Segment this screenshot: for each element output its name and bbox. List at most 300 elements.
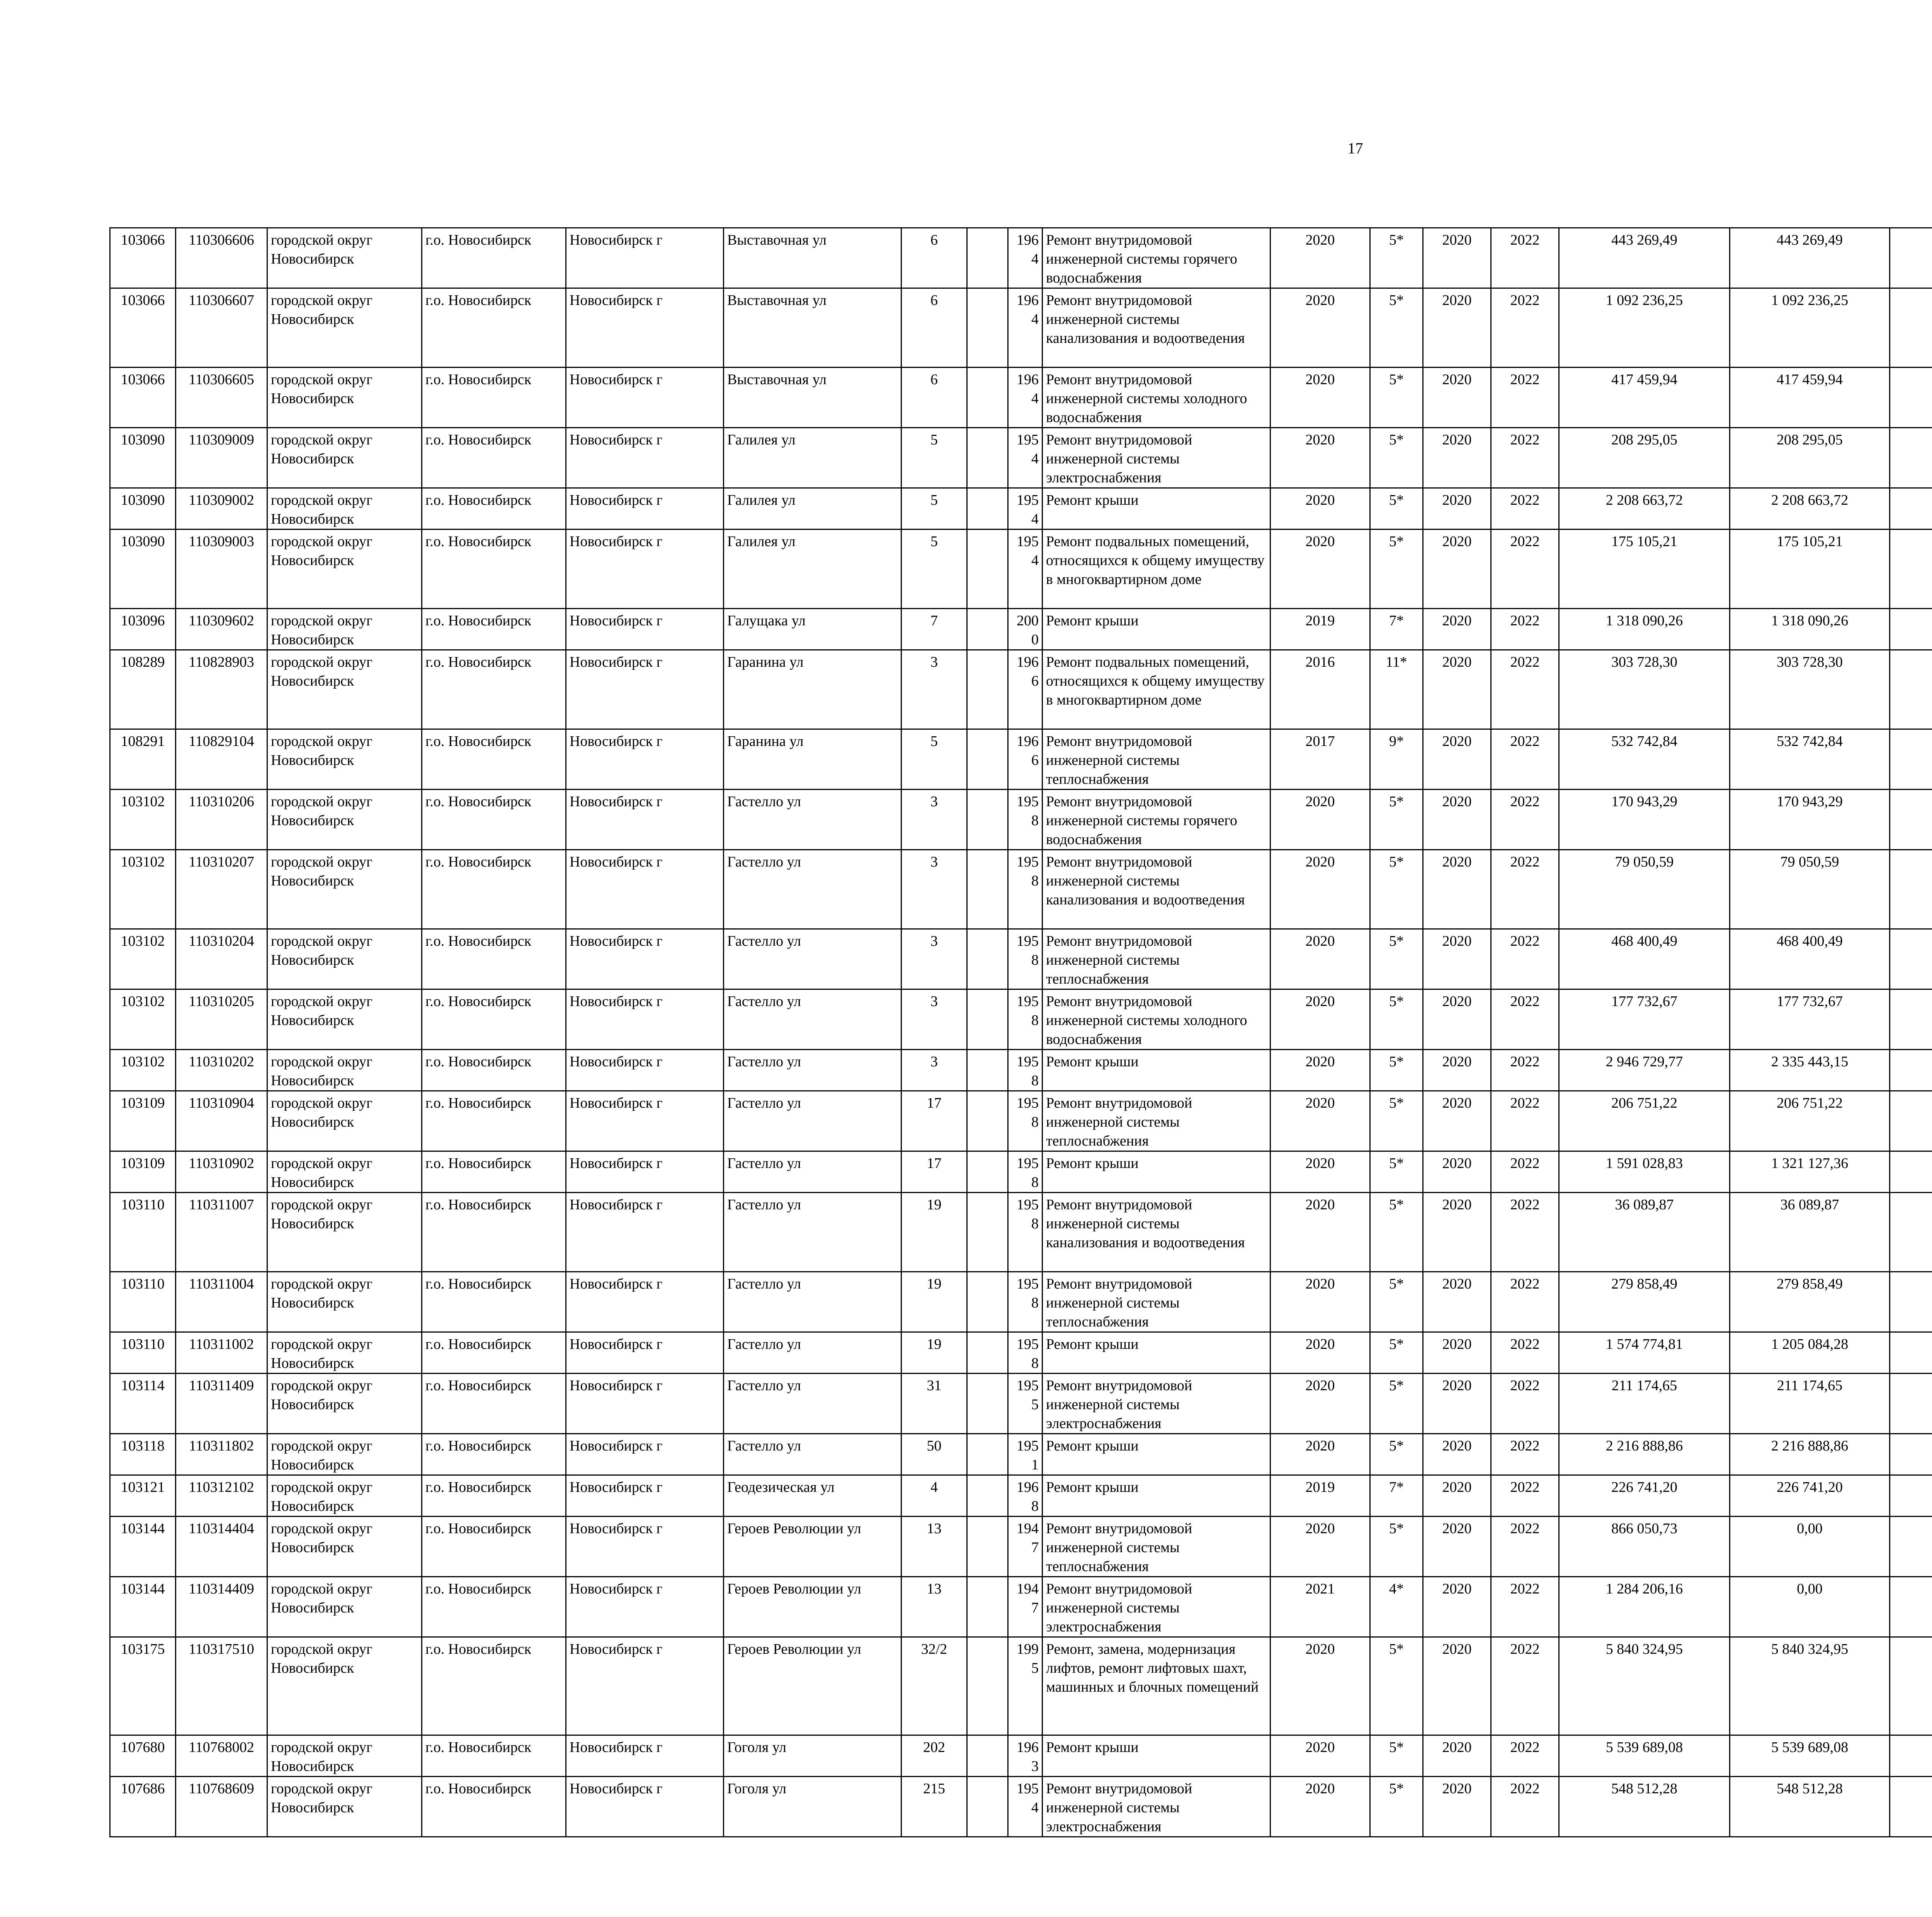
cell-period: 5* <box>1370 1374 1423 1434</box>
cell-work-type: Ремонт внутридомовой инженерной системы канализования и водоотведения <box>1043 1193 1270 1272</box>
cell-urban-district: г.о. Новосибирск <box>422 1374 566 1434</box>
cell-source-2 <box>1890 1374 1932 1434</box>
cell-source-2 <box>1890 929 1932 989</box>
cell-work-code: 110828903 <box>176 650 267 729</box>
cell-city: Новосибирск г <box>566 1050 724 1091</box>
cell-total-cost: 5 840 324,95 <box>1559 1637 1730 1735</box>
cell-source-2 <box>1890 1434 1932 1475</box>
cell-work-code: 110311004 <box>176 1272 267 1332</box>
cell-street: Галилея ул <box>724 529 901 609</box>
cell-work-code: 110310207 <box>176 850 267 929</box>
cell-year-3: 2022 <box>1491 650 1559 729</box>
cell-work-type: Ремонт внутридомовой инженерной системы канализования и водоотведения <box>1043 850 1270 929</box>
cell-total-cost: 548 512,28 <box>1559 1777 1730 1837</box>
cell-source-1: 226 741,20 <box>1730 1475 1890 1517</box>
table-row <box>110 1475 1932 1517</box>
cell-year-1: 2020 <box>1270 529 1370 609</box>
cell-house-number: 19 <box>901 1193 967 1272</box>
cell-year-3: 2022 <box>1491 1517 1559 1577</box>
cell-city: Новосибирск г <box>566 650 724 729</box>
cell-work-code: 110310205 <box>176 989 267 1050</box>
cell-source-1: 5 840 324,95 <box>1730 1637 1890 1735</box>
cell-house-number: 13 <box>901 1517 967 1577</box>
cell-house-number: 50 <box>901 1434 967 1475</box>
cell-work-code: 110310202 <box>176 1050 267 1091</box>
cell-period: 5* <box>1370 850 1423 929</box>
cell-year-3: 2022 <box>1491 850 1559 929</box>
cell-city: Новосибирск г <box>566 929 724 989</box>
cell-house-id: 103090 <box>110 488 176 529</box>
cell-street: Выставочная ул <box>724 228 901 288</box>
cell-house-number: 5 <box>901 729 967 790</box>
table-row <box>110 1091 1932 1151</box>
cell-house-number: 3 <box>901 989 967 1050</box>
cell-build-year: 1958 <box>1008 929 1043 989</box>
cell-municipal-district: городской округ Новосибирск <box>267 368 422 428</box>
cell-period: 5* <box>1370 790 1423 850</box>
cell-house-number: 6 <box>901 368 967 428</box>
cell-work-code: 110309009 <box>176 428 267 488</box>
cell-period: 5* <box>1370 1637 1423 1735</box>
cell-source-1: 5 539 689,08 <box>1730 1735 1890 1777</box>
cell-year-2: 2020 <box>1423 1193 1491 1272</box>
cell-source-1: 206 751,22 <box>1730 1091 1890 1151</box>
registry-body <box>110 228 1932 1837</box>
cell-total-cost: 532 742,84 <box>1559 729 1730 790</box>
cell-year-1: 2020 <box>1270 1777 1370 1837</box>
table-row <box>110 1272 1932 1332</box>
cell-source-1: 468 400,49 <box>1730 929 1890 989</box>
cell-building <box>967 1151 1008 1193</box>
cell-build-year: 1947 <box>1008 1517 1043 1577</box>
cell-source-2 <box>1890 1777 1932 1837</box>
cell-period: 5* <box>1370 1091 1423 1151</box>
cell-municipal-district: городской округ Новосибирск <box>267 1777 422 1837</box>
cell-work-type: Ремонт крыши <box>1043 1332 1270 1374</box>
cell-house-number: 7 <box>901 609 967 650</box>
cell-period: 7* <box>1370 609 1423 650</box>
cell-build-year: 1964 <box>1008 368 1043 428</box>
cell-urban-district: г.о. Новосибирск <box>422 288 566 368</box>
cell-year-3: 2022 <box>1491 529 1559 609</box>
cell-city: Новосибирск г <box>566 288 724 368</box>
table-row <box>110 1577 1932 1637</box>
cell-source-1: 1 321 127,36 <box>1730 1151 1890 1193</box>
table-row <box>110 1434 1932 1475</box>
cell-year-3: 2022 <box>1491 1374 1559 1434</box>
cell-street: Гастелло ул <box>724 1091 901 1151</box>
cell-total-cost: 2 208 663,72 <box>1559 488 1730 529</box>
cell-city: Новосибирск г <box>566 488 724 529</box>
cell-period: 11* <box>1370 650 1423 729</box>
cell-work-type: Ремонт крыши <box>1043 1735 1270 1777</box>
cell-work-type: Ремонт крыши <box>1043 609 1270 650</box>
cell-year-2: 2020 <box>1423 1151 1491 1193</box>
cell-street: Галущака ул <box>724 609 901 650</box>
cell-source-2 <box>1890 1151 1932 1193</box>
cell-building <box>967 1637 1008 1735</box>
cell-street: Гастелло ул <box>724 1050 901 1091</box>
table-row <box>110 650 1932 729</box>
cell-year-1: 2020 <box>1270 368 1370 428</box>
cell-total-cost: 443 269,49 <box>1559 228 1730 288</box>
table-row <box>110 1374 1932 1434</box>
cell-year-2: 2020 <box>1423 368 1491 428</box>
cell-year-3: 2022 <box>1491 1272 1559 1332</box>
cell-work-type: Ремонт внутридомовой инженерной системы холодного водоснабжения <box>1043 989 1270 1050</box>
cell-municipal-district: городской округ Новосибирск <box>267 1577 422 1637</box>
cell-city: Новосибирск г <box>566 1434 724 1475</box>
cell-house-id: 103066 <box>110 368 176 428</box>
cell-source-2 <box>1890 1272 1932 1332</box>
cell-city: Новосибирск г <box>566 1475 724 1517</box>
table-row <box>110 1151 1932 1193</box>
cell-street: Галилея ул <box>724 428 901 488</box>
cell-period: 5* <box>1370 1050 1423 1091</box>
cell-municipal-district: городской округ Новосибирск <box>267 228 422 288</box>
cell-year-3: 2022 <box>1491 989 1559 1050</box>
cell-work-type: Ремонт внутридомовой инженерной системы теплоснабжения <box>1043 929 1270 989</box>
cell-building <box>967 228 1008 288</box>
cell-year-2: 2020 <box>1423 428 1491 488</box>
cell-urban-district: г.о. Новосибирск <box>422 368 566 428</box>
cell-year-1: 2020 <box>1270 1637 1370 1735</box>
cell-house-number: 6 <box>901 228 967 288</box>
cell-year-1: 2020 <box>1270 1735 1370 1777</box>
cell-urban-district: г.о. Новосибирск <box>422 850 566 929</box>
cell-source-1: 2 216 888,86 <box>1730 1434 1890 1475</box>
cell-work-type: Ремонт внутридомовой инженерной системы теплоснабжения <box>1043 729 1270 790</box>
cell-street: Гастелло ул <box>724 1332 901 1374</box>
cell-municipal-district: городской округ Новосибирск <box>267 1735 422 1777</box>
cell-build-year: 1966 <box>1008 729 1043 790</box>
cell-city: Новосибирск г <box>566 1637 724 1735</box>
cell-building <box>967 1050 1008 1091</box>
cell-city: Новосибирск г <box>566 1091 724 1151</box>
cell-city: Новосибирск г <box>566 1332 724 1374</box>
cell-year-3: 2022 <box>1491 228 1559 288</box>
cell-city: Новосибирск г <box>566 368 724 428</box>
cell-year-1: 2020 <box>1270 1193 1370 1272</box>
cell-year-2: 2020 <box>1423 1517 1491 1577</box>
cell-period: 5* <box>1370 1434 1423 1475</box>
cell-period: 5* <box>1370 228 1423 288</box>
cell-urban-district: г.о. Новосибирск <box>422 488 566 529</box>
cell-year-1: 2020 <box>1270 929 1370 989</box>
cell-source-2 <box>1890 1475 1932 1517</box>
cell-urban-district: г.о. Новосибирск <box>422 1434 566 1475</box>
cell-source-2 <box>1890 1577 1932 1637</box>
cell-year-3: 2022 <box>1491 1091 1559 1151</box>
cell-total-cost: 211 174,65 <box>1559 1374 1730 1434</box>
cell-work-type: Ремонт внутридомовой инженерной системы канализования и водоотведения <box>1043 288 1270 368</box>
cell-work-type: Ремонт крыши <box>1043 1050 1270 1091</box>
cell-source-1: 303 728,30 <box>1730 650 1890 729</box>
cell-build-year: 1954 <box>1008 529 1043 609</box>
cell-municipal-district: городской округ Новосибирск <box>267 529 422 609</box>
cell-building <box>967 368 1008 428</box>
cell-house-number: 3 <box>901 850 967 929</box>
cell-year-3: 2022 <box>1491 609 1559 650</box>
cell-source-2 <box>1890 288 1932 368</box>
cell-period: 5* <box>1370 428 1423 488</box>
cell-house-number: 6 <box>901 288 967 368</box>
cell-source-2 <box>1890 368 1932 428</box>
cell-source-1: 170 943,29 <box>1730 790 1890 850</box>
cell-source-2 <box>1890 1193 1932 1272</box>
cell-source-1: 548 512,28 <box>1730 1777 1890 1837</box>
cell-build-year: 1964 <box>1008 228 1043 288</box>
cell-work-type: Ремонт внутридомовой инженерной системы холодного водоснабжения <box>1043 368 1270 428</box>
table-row <box>110 609 1932 650</box>
cell-total-cost: 177 732,67 <box>1559 989 1730 1050</box>
cell-house-number: 3 <box>901 1050 967 1091</box>
cell-year-3: 2022 <box>1491 1637 1559 1735</box>
cell-house-id: 103110 <box>110 1332 176 1374</box>
cell-building <box>967 790 1008 850</box>
cell-total-cost: 279 858,49 <box>1559 1272 1730 1332</box>
cell-period: 5* <box>1370 929 1423 989</box>
cell-urban-district: г.о. Новосибирск <box>422 529 566 609</box>
cell-year-2: 2020 <box>1423 1434 1491 1475</box>
cell-build-year: 1958 <box>1008 1272 1043 1332</box>
cell-municipal-district: городской округ Новосибирск <box>267 1517 422 1577</box>
cell-house-number: 17 <box>901 1091 967 1151</box>
cell-municipal-district: городской округ Новосибирск <box>267 650 422 729</box>
cell-building <box>967 529 1008 609</box>
cell-year-2: 2020 <box>1423 488 1491 529</box>
cell-house-number: 31 <box>901 1374 967 1434</box>
cell-year-1: 2020 <box>1270 989 1370 1050</box>
cell-period: 5* <box>1370 368 1423 428</box>
cell-build-year: 2000 <box>1008 609 1043 650</box>
cell-municipal-district: городской округ Новосибирск <box>267 790 422 850</box>
cell-year-1: 2020 <box>1270 1091 1370 1151</box>
cell-work-code: 110768002 <box>176 1735 267 1777</box>
cell-period: 5* <box>1370 1517 1423 1577</box>
cell-building <box>967 1475 1008 1517</box>
cell-work-type: Ремонт внутридомовой инженерной системы теплоснабжения <box>1043 1272 1270 1332</box>
cell-source-2 <box>1890 1517 1932 1577</box>
cell-year-1: 2020 <box>1270 228 1370 288</box>
cell-year-2: 2020 <box>1423 1091 1491 1151</box>
cell-urban-district: г.о. Новосибирск <box>422 1151 566 1193</box>
cell-build-year: 1964 <box>1008 288 1043 368</box>
cell-work-type: Ремонт внутридомовой инженерной системы теплоснабжения <box>1043 1517 1270 1577</box>
cell-year-1: 2020 <box>1270 1151 1370 1193</box>
cell-source-1: 1 092 236,25 <box>1730 288 1890 368</box>
cell-build-year: 1954 <box>1008 488 1043 529</box>
cell-building <box>967 488 1008 529</box>
cell-urban-district: г.о. Новосибирск <box>422 1475 566 1517</box>
cell-house-id: 107686 <box>110 1777 176 1837</box>
cell-house-number: 5 <box>901 529 967 609</box>
cell-year-3: 2022 <box>1491 1475 1559 1517</box>
cell-source-2 <box>1890 729 1932 790</box>
cell-source-1: 0,00 <box>1730 1577 1890 1637</box>
cell-year-3: 2022 <box>1491 1777 1559 1837</box>
cell-build-year: 1995 <box>1008 1637 1043 1735</box>
cell-building <box>967 1332 1008 1374</box>
cell-year-2: 2020 <box>1423 850 1491 929</box>
cell-build-year: 1958 <box>1008 1193 1043 1272</box>
cell-house-id: 103066 <box>110 288 176 368</box>
table-row <box>110 1735 1932 1777</box>
cell-year-3: 2022 <box>1491 368 1559 428</box>
cell-building <box>967 929 1008 989</box>
cell-source-1: 211 174,65 <box>1730 1374 1890 1434</box>
cell-work-type: Ремонт, замена, модернизация лифтов, ремонт лифтовых шахт, машинных и блочных помещений <box>1043 1637 1270 1735</box>
cell-house-id: 103114 <box>110 1374 176 1434</box>
cell-year-2: 2020 <box>1423 790 1491 850</box>
cell-building <box>967 1777 1008 1837</box>
cell-year-2: 2020 <box>1423 650 1491 729</box>
table-row <box>110 989 1932 1050</box>
cell-period: 4* <box>1370 1577 1423 1637</box>
cell-work-code: 110306605 <box>176 368 267 428</box>
cell-municipal-district: городской округ Новосибирск <box>267 729 422 790</box>
cell-source-1: 1 205 084,28 <box>1730 1332 1890 1374</box>
cell-building <box>967 1374 1008 1434</box>
cell-house-id: 103121 <box>110 1475 176 1517</box>
cell-year-2: 2020 <box>1423 1475 1491 1517</box>
cell-house-number: 19 <box>901 1272 967 1332</box>
cell-house-id: 103109 <box>110 1151 176 1193</box>
cell-house-number: 215 <box>901 1777 967 1837</box>
cell-year-3: 2022 <box>1491 1151 1559 1193</box>
cell-street: Гоголя ул <box>724 1777 901 1837</box>
cell-urban-district: г.о. Новосибирск <box>422 790 566 850</box>
cell-urban-district: г.о. Новосибирск <box>422 1637 566 1735</box>
cell-year-1: 2020 <box>1270 1434 1370 1475</box>
table-row <box>110 1517 1932 1577</box>
cell-work-type: Ремонт подвальных помещений, относящихся к общему имуществу в многоквартирном доме <box>1043 650 1270 729</box>
cell-source-2 <box>1890 1735 1932 1777</box>
cell-municipal-district: городской округ Новосибирск <box>267 288 422 368</box>
cell-building <box>967 850 1008 929</box>
cell-year-2: 2020 <box>1423 1374 1491 1434</box>
cell-house-number: 3 <box>901 929 967 989</box>
cell-year-2: 2020 <box>1423 989 1491 1050</box>
cell-house-id: 103066 <box>110 228 176 288</box>
cell-urban-district: г.о. Новосибирск <box>422 1193 566 1272</box>
cell-urban-district: г.о. Новосибирск <box>422 1577 566 1637</box>
cell-period: 5* <box>1370 989 1423 1050</box>
cell-year-1: 2020 <box>1270 1272 1370 1332</box>
cell-total-cost: 417 459,94 <box>1559 368 1730 428</box>
cell-work-code: 110310204 <box>176 929 267 989</box>
cell-total-cost: 1 574 774,81 <box>1559 1332 1730 1374</box>
cell-house-id: 103090 <box>110 529 176 609</box>
cell-total-cost: 206 751,22 <box>1559 1091 1730 1151</box>
cell-year-1: 2020 <box>1270 428 1370 488</box>
cell-total-cost: 2 216 888,86 <box>1559 1434 1730 1475</box>
cell-urban-district: г.о. Новосибирск <box>422 1735 566 1777</box>
cell-work-type: Ремонт подвальных помещений, относящихся к общему имуществу в многоквартирном доме <box>1043 529 1270 609</box>
table-row <box>110 228 1932 288</box>
cell-building <box>967 1517 1008 1577</box>
cell-city: Новосибирск г <box>566 790 724 850</box>
cell-house-id: 103102 <box>110 790 176 850</box>
cell-city: Новосибирск г <box>566 1374 724 1434</box>
cell-build-year: 1951 <box>1008 1434 1043 1475</box>
cell-build-year: 1958 <box>1008 989 1043 1050</box>
cell-year-2: 2020 <box>1423 929 1491 989</box>
cell-municipal-district: городской округ Новосибирск <box>267 1272 422 1332</box>
cell-work-code: 110309003 <box>176 529 267 609</box>
cell-urban-district: г.о. Новосибирск <box>422 989 566 1050</box>
cell-city: Новосибирск г <box>566 529 724 609</box>
cell-work-code: 110311802 <box>176 1434 267 1475</box>
cell-year-1: 2020 <box>1270 488 1370 529</box>
cell-house-id: 103144 <box>110 1517 176 1577</box>
cell-work-code: 110310904 <box>176 1091 267 1151</box>
cell-building <box>967 650 1008 729</box>
cell-house-number: 4 <box>901 1475 967 1517</box>
cell-work-code: 110309002 <box>176 488 267 529</box>
cell-year-1: 2017 <box>1270 729 1370 790</box>
cell-build-year: 1958 <box>1008 850 1043 929</box>
cell-work-code: 110311007 <box>176 1193 267 1272</box>
cell-source-2 <box>1890 1332 1932 1374</box>
cell-urban-district: г.о. Новосибирск <box>422 1272 566 1332</box>
cell-period: 5* <box>1370 1735 1423 1777</box>
cell-urban-district: г.о. Новосибирск <box>422 228 566 288</box>
cell-municipal-district: городской округ Новосибирск <box>267 1151 422 1193</box>
cell-period: 5* <box>1370 529 1423 609</box>
cell-source-1: 2 208 663,72 <box>1730 488 1890 529</box>
cell-city: Новосибирск г <box>566 989 724 1050</box>
cell-total-cost: 170 943,29 <box>1559 790 1730 850</box>
cell-building <box>967 288 1008 368</box>
cell-build-year: 1954 <box>1008 428 1043 488</box>
cell-building <box>967 1577 1008 1637</box>
cell-year-1: 2021 <box>1270 1577 1370 1637</box>
cell-source-1: 79 050,59 <box>1730 850 1890 929</box>
cell-total-cost: 1 092 236,25 <box>1559 288 1730 368</box>
cell-city: Новосибирск г <box>566 1577 724 1637</box>
cell-urban-district: г.о. Новосибирск <box>422 650 566 729</box>
cell-period: 5* <box>1370 1777 1423 1837</box>
cell-building <box>967 1272 1008 1332</box>
cell-period: 5* <box>1370 1272 1423 1332</box>
cell-total-cost: 1 591 028,83 <box>1559 1151 1730 1193</box>
cell-year-1: 2020 <box>1270 1332 1370 1374</box>
cell-street: Гоголя ул <box>724 1735 901 1777</box>
cell-year-3: 2022 <box>1491 1577 1559 1637</box>
cell-source-2 <box>1890 650 1932 729</box>
table-row <box>110 288 1932 368</box>
table-row <box>110 790 1932 850</box>
cell-urban-district: г.о. Новосибирск <box>422 1050 566 1091</box>
cell-source-1: 1 318 090,26 <box>1730 609 1890 650</box>
cell-source-2 <box>1890 488 1932 529</box>
cell-house-id: 103118 <box>110 1434 176 1475</box>
cell-work-code: 110311409 <box>176 1374 267 1434</box>
cell-total-cost: 866 050,73 <box>1559 1517 1730 1577</box>
cell-municipal-district: городской округ Новосибирск <box>267 1374 422 1434</box>
cell-house-id: 103096 <box>110 609 176 650</box>
cell-work-type: Ремонт крыши <box>1043 1434 1270 1475</box>
cell-city: Новосибирск г <box>566 228 724 288</box>
cell-house-id: 103110 <box>110 1272 176 1332</box>
cell-house-id: 103102 <box>110 929 176 989</box>
cell-street: Гастелло ул <box>724 850 901 929</box>
cell-building <box>967 1193 1008 1272</box>
cell-total-cost: 303 728,30 <box>1559 650 1730 729</box>
cell-source-2 <box>1890 1050 1932 1091</box>
cell-house-number: 202 <box>901 1735 967 1777</box>
